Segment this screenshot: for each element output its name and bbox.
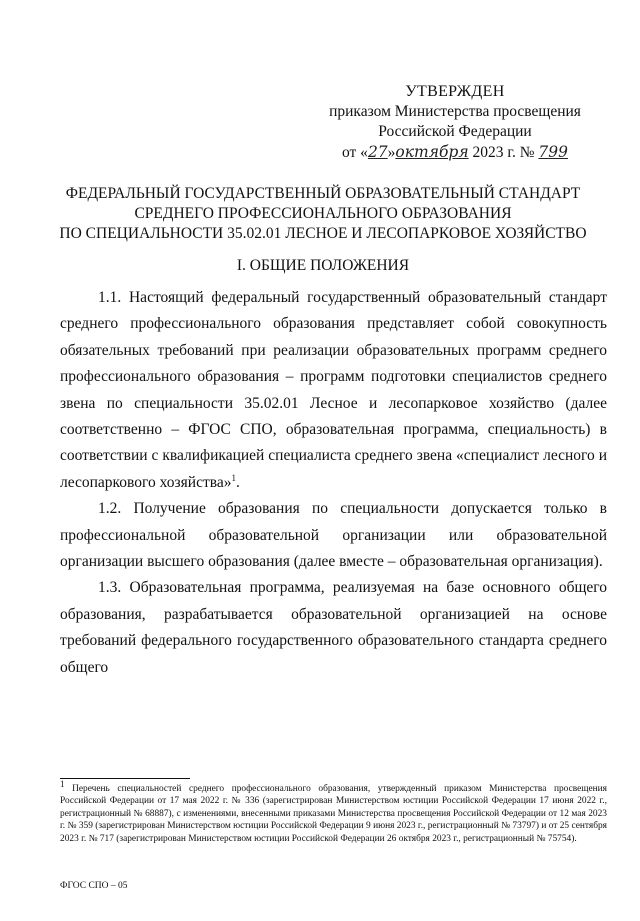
footnote-separator — [60, 778, 190, 779]
title-line-2: СРЕДНЕГО ПРОФЕССИОНАЛЬНОГО ОБРАЗОВАНИЯ — [134, 205, 512, 222]
handwritten-order-number: 799 — [538, 143, 568, 161]
page-code: ФГОС СПО – 05 — [60, 881, 128, 891]
document-title — [40, 184, 606, 244]
paragraph-1-3: 1.3. Образовательная программа, реализуемая на базе основного общего образования, разрабатывается образовательной организацией на основе требований федерального государственного образовательного стандарта среднего общего — [60, 579, 607, 676]
date-mid: » — [387, 144, 396, 161]
title-line-3: ПО СПЕЦИАЛЬНОСТИ 35.02.01 ЛЕСНОЕ И ЛЕСОПАРКОВОЕ ХОЗЯЙСТВО — [59, 225, 587, 242]
paragraph-1-2: 1.2. Получение образования по специальности допускается только в профессиональной образовательной организации или образовательной организации высшего образования (далее вместе – образовательная организация). — [60, 500, 607, 571]
approval-date-line — [320, 142, 590, 163]
approval-block — [320, 82, 590, 163]
paragraph-1-1-end: . — [235, 473, 240, 491]
title-line-1: ФЕДЕРАЛЬНЫЙ ГОСУДАРСТВЕННЫЙ ОБРАЗОВАТЕЛЬНЫЙ СТАНДАРТ — [65, 185, 581, 202]
handwritten-month: октября — [395, 143, 469, 161]
approval-heading: УТВЕРЖДЕН — [405, 83, 505, 100]
section-heading: I. ОБЩИЕ ПОЛОЖЕНИЯ — [236, 257, 410, 274]
paragraph-1-1 — [60, 285, 607, 496]
approval-order-line: приказом Министерства просвещения — [329, 103, 581, 120]
paragraph-1-1-text: 1.1. Настоящий федеральный государственный образовательный стандарт среднего профессионального образования представляет собой совокупность обязательных требований при реализации образовательных программ среднего профессионального образования – программ подготовки специалистов среднего звена по специальности 35.02.01 Лесное и лесопарковое хозяйство (далее соответственно – ФГОС СПО, образовательная программа, специальность) в соответствии с квалификацией специалиста среднего звена «специалист лесного и лесопаркового хозяйства» — [60, 289, 607, 491]
handwritten-day: 27 — [367, 143, 388, 161]
footnote-text: Перечень специальностей среднего профессионального образования, утвержденный приказом Министерства просвещения Российской Федерации от 17 мая 2022 г. № 336 (зарегистрирован Министерством юстиции Российской Федерации 17 июня 2022 г., регистрационный № 68887), с изменениями, внесенными приказами Министерства просвещения Российской Федерации от 12 мая 2023 г. № 359 (зарегистрирован Министерством юстиции Российской Федерации 9 июня 2023 г., регистрационный № 73797) и от 25 сентября 2023 г. № 717 (зарегистрирован Министерством юстиции Российской Федерации 26 октября 2023 г., регистрационный № 75754). — [60, 784, 607, 844]
footnote — [60, 778, 607, 845]
approval-country-line: Российской Федерации — [378, 123, 532, 140]
footnote-reference: 1 — [231, 472, 236, 483]
date-year: 2023 г. № — [468, 144, 539, 161]
footnote-mark: 1 — [60, 778, 65, 789]
body-text — [60, 285, 607, 681]
date-prefix: от « — [341, 144, 368, 161]
